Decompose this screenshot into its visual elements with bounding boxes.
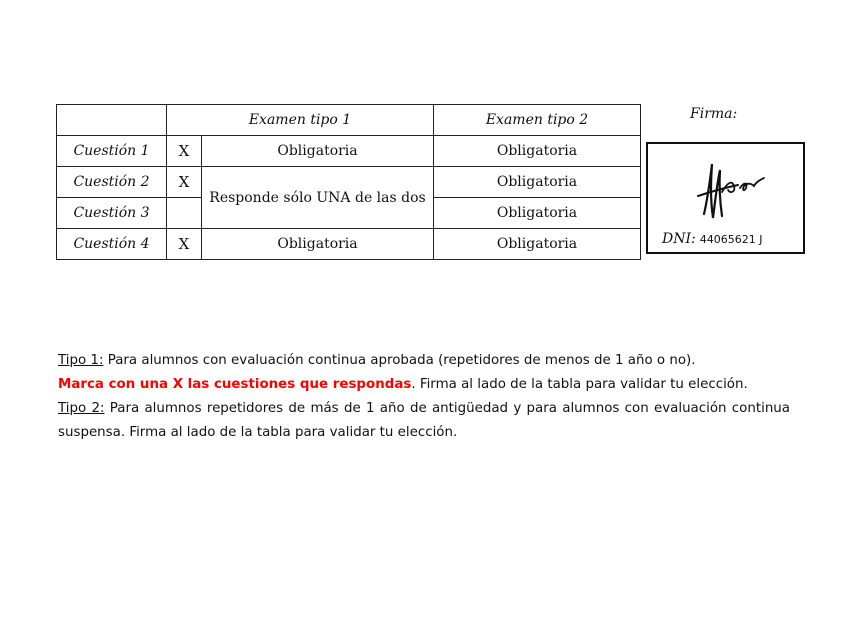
dni-value: 44065621 J [699, 233, 763, 246]
tipo1-merged-cell: Responde sólo UNA de las dos [202, 167, 434, 229]
instructions-text [58, 349, 790, 445]
tipo2-paragraph [58, 397, 790, 445]
tipo1-cell: Obligatoria [202, 229, 434, 260]
tipo2-cell: Obligatoria [434, 229, 641, 260]
header-examen-tipo-1: Examen tipo 1 [167, 105, 434, 136]
question-label: Cuestión 4 [57, 229, 167, 260]
handwritten-signature [686, 152, 776, 232]
tipo1-label: Tipo 1: [58, 353, 104, 368]
tipo1-text: Para alumnos con evaluación continua aprobada (repetidores de menos de 1 año o no). [103, 353, 696, 368]
table-row [57, 136, 641, 167]
tipo1-paragraph [58, 349, 790, 397]
dni-label: DNI: [662, 231, 696, 247]
empty-header-cell [57, 105, 167, 136]
tipo2-cell: Obligatoria [434, 198, 641, 229]
answer-mark: X [167, 136, 202, 167]
question-label: Cuestión 2 [57, 167, 167, 198]
firma-label: Firma: [690, 106, 738, 122]
exam-type-table [56, 104, 641, 260]
tipo2-label: Tipo 2: [58, 401, 105, 416]
table-header-row [57, 105, 641, 136]
answer-mark [167, 198, 202, 229]
tipo2-cell: Obligatoria [434, 136, 641, 167]
dni-line [662, 230, 762, 248]
table-row [57, 229, 641, 260]
tipo1-end-text: . Firma al lado de la tabla para validar tu elección. [411, 377, 748, 392]
table-row [57, 167, 641, 198]
header-examen-tipo-2: Examen tipo 2 [434, 105, 641, 136]
question-label: Cuestión 3 [57, 198, 167, 229]
question-label: Cuestión 1 [57, 136, 167, 167]
highlight-instruction: Marca con una X las cuestiones que respondas [58, 377, 412, 392]
tipo2-text: Para alumnos repetidores de más de 1 año de antigüedad y para alumnos con evaluación continua suspensa. Firma al lado de la tabla para validar tu elección. [58, 401, 790, 440]
signature-box [646, 142, 805, 254]
tipo1-cell: Obligatoria [202, 136, 434, 167]
answer-mark: X [167, 167, 202, 198]
tipo2-cell: Obligatoria [434, 167, 641, 198]
answer-mark: X [167, 229, 202, 260]
